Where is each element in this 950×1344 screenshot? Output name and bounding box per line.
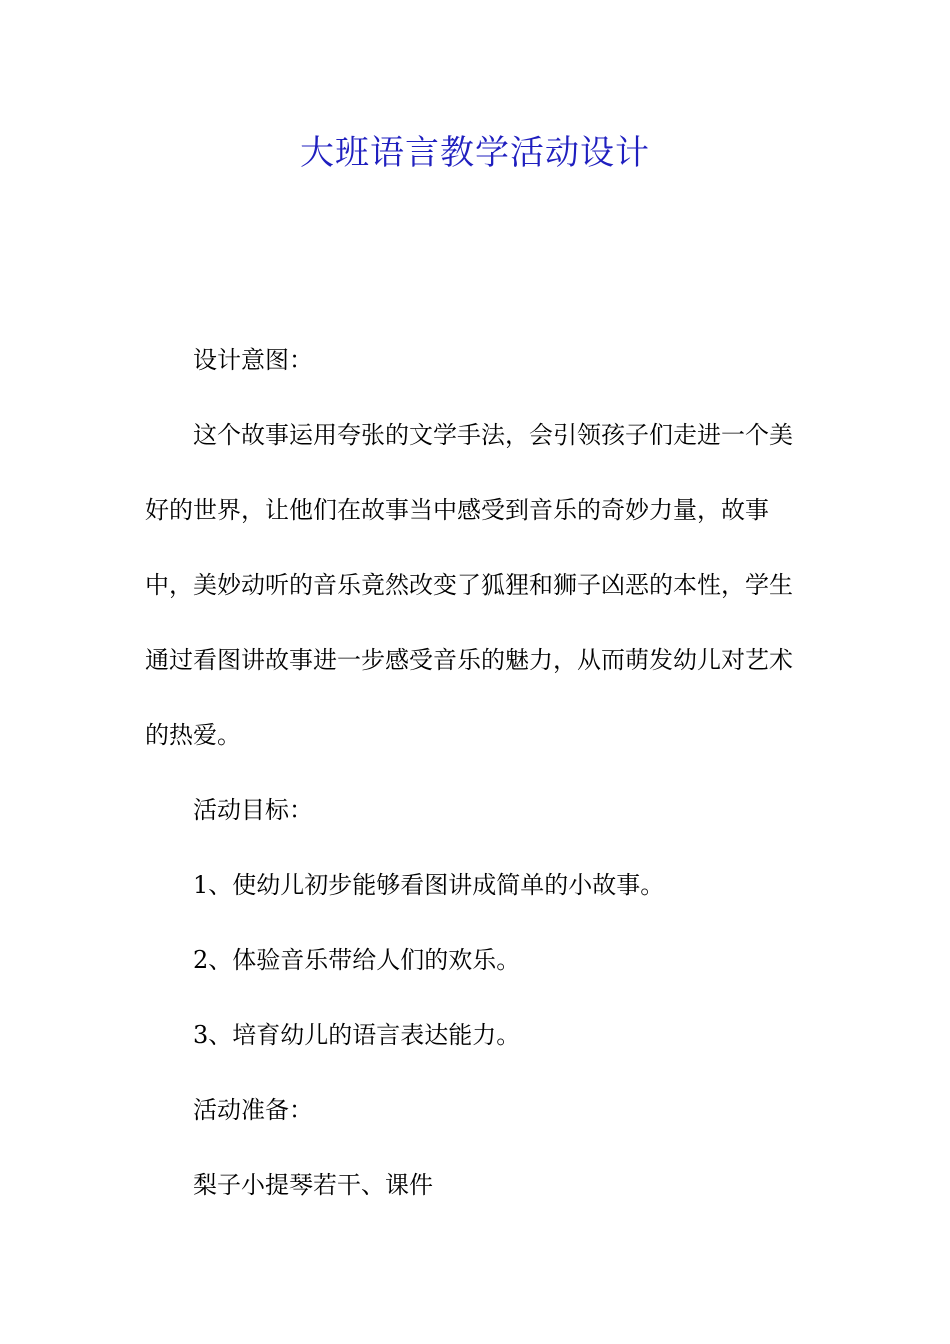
preparation-materials: 梨子小提琴若干、课件 <box>193 1171 433 1199</box>
section-heading-objectives: 活动目标： <box>193 796 313 824</box>
section-heading-preparation: 活动准备： <box>193 1096 313 1124</box>
paragraph-design-intent: 这个故事运用夸张的文学手法，会引领孩子们走进一个美好的世界，让他们在故事当中感受到音乐的奇妙力量，故事中，美妙动听的音乐竟然改变了狐狸和狮子凶恶的本性，学生通过看图讲故事进一步感受音乐的魅力，从而萌发幼儿对艺术的热爱。 <box>145 421 793 749</box>
section-heading-design-intent: 设计意图： <box>193 346 313 374</box>
objective-item-3: 3、培育幼儿的语言表达能力。 <box>193 1021 521 1049</box>
document-title: 大班语言教学活动设计 <box>300 133 650 173</box>
objective-item-2: 2、体验音乐带给人们的欢乐。 <box>193 946 521 974</box>
document-body <box>145 323 815 1223</box>
objective-item-1: 1、使幼儿初步能够看图讲成简单的小故事。 <box>193 871 665 899</box>
